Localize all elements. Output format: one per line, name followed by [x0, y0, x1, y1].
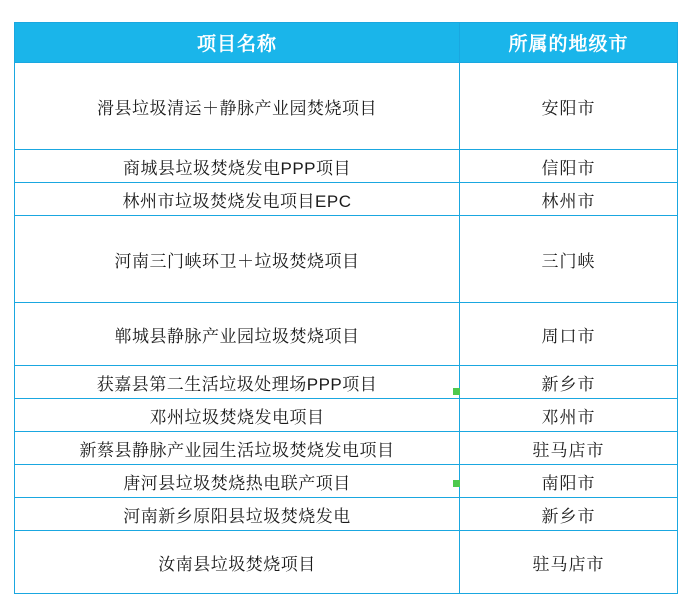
- cell-project-name: 河南三门峡环卫＋垃圾焚烧项目: [15, 216, 460, 303]
- table-row: [15, 531, 678, 594]
- cell-city: 新乡市: [460, 366, 678, 399]
- table-body: [15, 63, 678, 594]
- table-row: [15, 432, 678, 465]
- table-row: [15, 399, 678, 432]
- cell-city: 新乡市: [460, 498, 678, 531]
- table-row: [15, 216, 678, 303]
- table-row: [15, 465, 678, 498]
- cell-project-name: 河南新乡原阳县垃圾焚烧发电: [15, 498, 460, 531]
- cell-project-name: 新蔡县静脉产业园生活垃圾焚烧发电项目: [15, 432, 460, 465]
- project-table: [14, 22, 678, 594]
- cell-city: 林州市: [460, 183, 678, 216]
- table-header-row: [15, 23, 678, 63]
- green-marker-icon: [453, 388, 460, 395]
- cell-project-name: 滑县垃圾清运＋静脉产业园焚烧项目: [15, 63, 460, 150]
- table-row: [15, 63, 678, 150]
- table-row: [15, 366, 678, 399]
- table-row: [15, 498, 678, 531]
- cell-project-name: 商城县垃圾焚烧发电PPP项目: [15, 150, 460, 183]
- cell-city: 安阳市: [460, 63, 678, 150]
- green-marker-icon: [453, 480, 460, 487]
- project-table-container: [14, 22, 677, 594]
- cell-city: 信阳市: [460, 150, 678, 183]
- cell-city: 南阳市: [460, 465, 678, 498]
- column-header-project-name: 项目名称: [15, 23, 460, 63]
- cell-city: 驻马店市: [460, 432, 678, 465]
- cell-city: 周口市: [460, 303, 678, 366]
- table-row: [15, 303, 678, 366]
- cell-project-name: 林州市垃圾焚烧发电项目EPC: [15, 183, 460, 216]
- cell-city: 邓州市: [460, 399, 678, 432]
- cell-city: 三门峡: [460, 216, 678, 303]
- cell-project-name: 唐河县垃圾焚烧热电联产项目: [15, 465, 460, 498]
- cell-city: 驻马店市: [460, 531, 678, 594]
- cell-project-name: 汝南县垃圾焚烧项目: [15, 531, 460, 594]
- table-head: [15, 23, 678, 63]
- cell-project-name: 邓州垃圾焚烧发电项目: [15, 399, 460, 432]
- table-row: [15, 150, 678, 183]
- column-header-city: 所属的地级市: [460, 23, 678, 63]
- cell-project-name: 郸城县静脉产业园垃圾焚烧项目: [15, 303, 460, 366]
- table-row: [15, 183, 678, 216]
- cell-project-name: 获嘉县第二生活垃圾处理场PPP项目: [15, 366, 460, 399]
